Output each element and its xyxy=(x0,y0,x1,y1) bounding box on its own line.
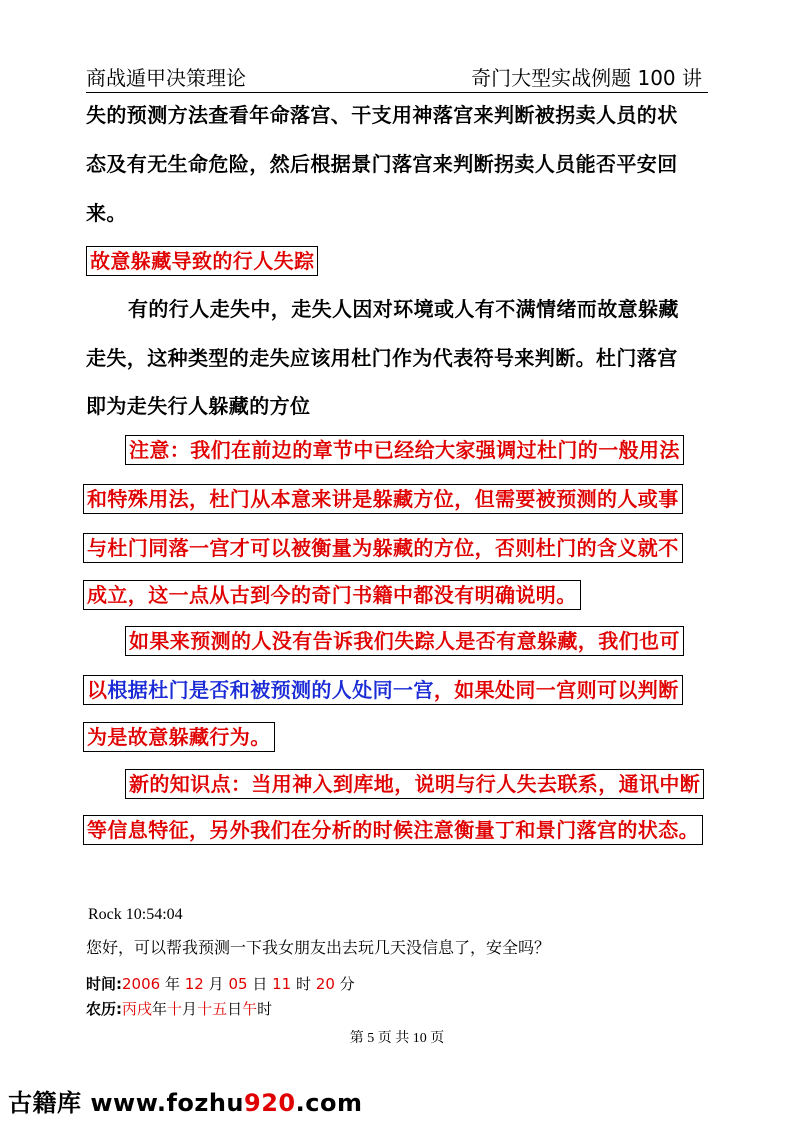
note-3-line-2-text: 等信息特征，另外我们在分析的时候注意衡量丁和景门落宫的状态。 xyxy=(83,815,703,845)
note-3-line-1-text: 新的知识点：当用神入到库地，说明与行人失去联系，通讯中断 xyxy=(125,769,704,799)
note-2-line-2-suffix: ，如果处同一宫则可以判断 xyxy=(433,678,679,702)
note-1-line-4-text: 成立，这一点从古到今的奇门书籍中都没有明确说明。 xyxy=(83,580,581,610)
body-line-1: 失的预测方法查看年命落宫、干支用神落宫来判断被拐卖人员的状 xyxy=(86,103,678,127)
time-day-unit: 日 xyxy=(252,975,268,993)
paragraph-1-line-3: 即为走失行人躲藏的方位 xyxy=(86,394,311,418)
lunar-month: 十 xyxy=(167,1000,183,1018)
header-left-title: 商战遁甲决策理论 xyxy=(86,66,246,90)
note-2-line-2-prefix: 以 xyxy=(87,678,108,702)
note-1-line-3-text: 与杜门同落一宫才可以被衡量为躲藏的方位，否则杜门的含义就不 xyxy=(83,533,683,563)
note-2-line-3 xyxy=(83,722,275,752)
note-1-line-3 xyxy=(83,533,683,563)
note-2-line-1-text: 如果来预测的人没有告诉我们失踪人是否有意躲藏，我们也可 xyxy=(125,626,684,656)
time-label: 时间: xyxy=(86,975,122,993)
lunar-day-unit: 日 xyxy=(227,1000,243,1018)
time-hour-unit: 时 xyxy=(295,975,311,993)
time-minute: 20 xyxy=(315,975,335,993)
note-3-line-2 xyxy=(83,815,703,845)
gregorian-time-line xyxy=(86,973,355,995)
note-2-line-1 xyxy=(125,626,684,656)
chat-question: 您好，可以帮我预测一下我女朋友出去玩几天没信息了，安全吗？ xyxy=(86,938,551,957)
note-1-line-1 xyxy=(125,435,684,465)
section-heading xyxy=(86,246,318,276)
watermark-suffix: .com xyxy=(295,1089,363,1117)
lunar-year: 丙戌 xyxy=(122,1000,153,1018)
watermark-number: 920 xyxy=(244,1089,296,1117)
lunar-day: 十五 xyxy=(197,1000,228,1018)
header-right-title: 奇门大型实战例题 100 讲 xyxy=(471,66,702,90)
body-line-2: 态及有无生命危险，然后根据景门落宫来判断拐卖人员能否平安回 xyxy=(86,152,678,176)
time-year-unit: 年 xyxy=(164,975,180,993)
watermark xyxy=(8,1083,362,1118)
note-1-line-2-text: 和特殊用法，杜门从本意来讲是躲藏方位，但需要被预测的人或事 xyxy=(83,484,683,514)
note-3-line-1 xyxy=(125,769,704,799)
note-1-line-4 xyxy=(83,580,581,610)
watermark-prefix: 古籍库 www.fozhu xyxy=(8,1089,245,1117)
lunar-time-line xyxy=(86,998,272,1020)
lunar-hour: 午 xyxy=(242,1000,258,1018)
time-month: 12 xyxy=(184,975,204,993)
paragraph-1-line-1: 有的行人走失中，走失人因对环境或人有不满情绪而故意躲藏 xyxy=(128,297,679,321)
note-2-line-2-highlight: 根据杜门是否和被预测的人处同一宫 xyxy=(107,678,434,702)
lunar-year-unit: 年 xyxy=(152,1000,168,1018)
section-heading-text: 故意躲藏导致的行人失踪 xyxy=(86,246,318,276)
note-2-line-2 xyxy=(83,675,683,705)
time-day: 05 xyxy=(228,975,248,993)
time-year: 2006 xyxy=(122,975,161,993)
page-number: 第 5 页 共 10 页 xyxy=(349,1031,445,1046)
lunar-hour-unit: 时 xyxy=(257,1000,273,1018)
header-divider xyxy=(86,92,708,93)
lunar-month-unit: 月 xyxy=(182,1000,198,1018)
body-line-3: 来。 xyxy=(86,201,127,225)
note-2-line-3-text: 为是故意躲藏行为。 xyxy=(83,722,275,752)
chat-sender-time: Rock 10:54:04 xyxy=(88,906,183,923)
time-hour: 11 xyxy=(272,975,292,993)
lunar-label: 农历: xyxy=(86,1000,122,1018)
paragraph-1-line-2: 走失，这种类型的走失应该用杜门作为代表符号来判断。杜门落宫 xyxy=(86,346,678,370)
note-1-line-1-text: 注意：我们在前边的章节中已经给大家强调过杜门的一般用法 xyxy=(125,435,684,465)
note-1-line-2 xyxy=(83,484,683,514)
note-2-line-2-box xyxy=(83,675,683,705)
time-minute-unit: 分 xyxy=(339,975,355,993)
time-month-unit: 月 xyxy=(208,975,224,993)
